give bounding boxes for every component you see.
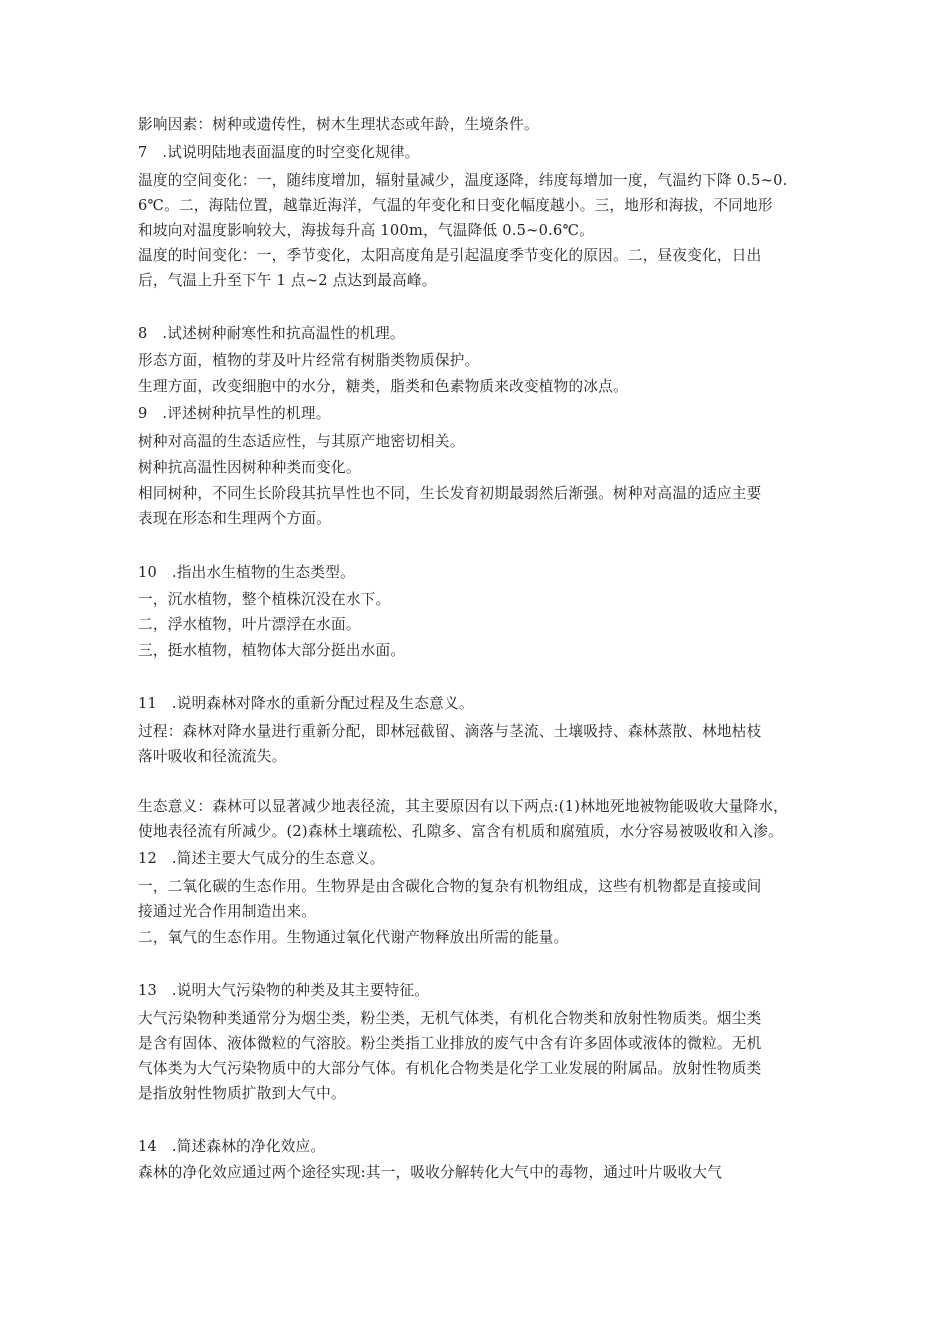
text-line: 生理方面，改变细胞中的水分，糖类，脂类和色素物质来改变植物的冰点。 (138, 378, 628, 395)
question-heading: 12 .简述主要大气成分的生态意义。 (138, 850, 385, 867)
question-heading: 11 .说明森林对降水的重新分配过程及生态意义。 (138, 695, 474, 712)
text-line: 三，挺水植物，植物体大部分挺出水面。 (138, 642, 406, 659)
text-line: 使地表径流有所减少。(2)森林土壤疏松、孔隙多、富含有机质和腐殖质，水分容易被吸收和入渗。 (138, 823, 783, 840)
text-line: 影响因素：树种或遗传性，树木生理状态或年龄，生境条件。 (138, 116, 539, 133)
question-heading: 13 .说明大气污染物的种类及其主要特征。 (138, 982, 430, 999)
text-line: 大气污染物种类通常分为烟尘类，粉尘类，无机气体类，有机化合物类和放射性物质类。烟尘类 (138, 1010, 762, 1027)
question-heading: 7 .试说明陆地表面温度的时空变化规律。 (138, 144, 420, 161)
text-line: 一，沉水植物，整个植株沉没在水下。 (138, 591, 391, 608)
text-line: 二，浮水植物，叶片漂浮在水面。 (138, 616, 361, 633)
text-line: 过程：森林对降水量进行重新分配，即林冠截留、滴落与茎流、土壤吸持、森林蒸散、林地枯枝 (138, 723, 762, 740)
text-line: 二，氧气的生态作用。生物通过氧化代谢产物释放出所需的能量。 (138, 929, 569, 946)
text-line: 树种对高温的生态适应性，与其原产地密切相关。 (138, 433, 465, 450)
text-line: 生态意义：森林可以显著减少地表径流，其主要原因有以下两点:(1)林地死地被物能吸收大量降水， (138, 798, 789, 815)
text-line: 温度的空间变化：一，随纬度增加，辐射量减少，温度逐降，纬度每增加一度，气温约下降 0.5~0. (138, 172, 788, 189)
text-line: 一，二氧化碳的生态作用。生物界是由含碳化合物的复杂有机物组成，这些有机物都是直接或间 (138, 878, 762, 895)
text-line: 是含有固体、液体微粒的气溶胶。粉尘类指工业排放的废气中含有许多固体或液体的微粒。无机 (138, 1035, 762, 1052)
question-heading: 14 .简述森林的净化效应。 (138, 1138, 326, 1155)
text-line: 是指放射性物质扩散到大气中。 (138, 1085, 346, 1102)
text-line: 落叶吸收和径流流失。 (138, 748, 287, 765)
text-line: 相同树种，不同生长阶段其抗旱性也不同，生长发育初期最弱然后渐强。树种对高温的适应主要 (138, 485, 762, 502)
question-heading: 8 .试述树种耐寒性和抗高温性的机理。 (138, 325, 405, 342)
text-line: 气体类为大气污染物质中的大部分气体。有机化合物类是化学工业发展的附属品。放射性物质类 (138, 1060, 762, 1077)
text-line: 树种抗高温性因树种种类而变化。 (138, 459, 361, 476)
text-line: 接通过光合作用制造出来。 (138, 903, 317, 920)
text-line: 6℃。二，海陆位置，越靠近海洋，气温的年变化和日变化幅度越小。三，地形和海拔，不同地形 (138, 197, 773, 214)
text-line: 森林的净化效应通过两个途径实现:其一，吸收分解转化大气中的毒物，通过叶片吸收大气 (138, 1164, 723, 1181)
question-heading: 9 .评述树种抗旱性的机理。 (138, 405, 331, 422)
text-line: 后，气温上升至下午 1 点~2 点达到最高峰。 (138, 272, 437, 289)
text-line: 表现在形态和生理两个方面。 (138, 510, 331, 527)
text-line: 温度的时间变化：一，季节变化，太阳高度角是引起温度季节变化的原因。二，昼夜变化，日出 (138, 247, 762, 264)
text-line: 形态方面，植物的芽及叶片经常有树脂类物质保护。 (138, 352, 480, 369)
text-line: 和坡向对温度影响较大，海拔每升高 100m，气温降低 0.5~0.6℃。 (138, 222, 595, 239)
question-heading: 10 .指出水生植物的生态类型。 (138, 564, 355, 581)
